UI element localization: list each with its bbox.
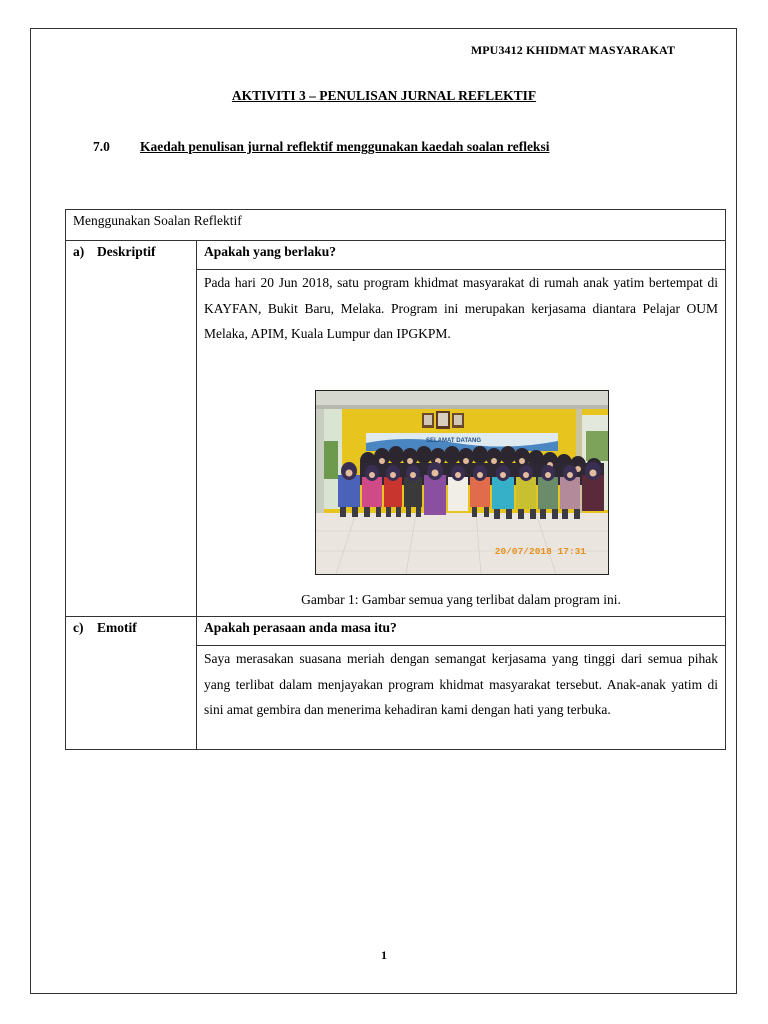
row-letter: a) <box>73 244 85 259</box>
photo-banner: SELAMAT DATANG <box>426 438 481 444</box>
row-label-text: Deskriptif <box>97 244 156 259</box>
row-label-deskriptif <box>66 241 197 617</box>
reflection-table <box>65 209 726 750</box>
answer-cell-emotif <box>197 646 726 750</box>
answer-emotif: Saya merasakan suasana meriah dengan semangat kerjasama yang tinggi dari semua pihak yang terlibat dalam menjayakan program khidmat masyarakat tersebut. Anak-anak yatim di sini amat gembira dan menerima kehadiran kami dengan hati yang terbuka. <box>204 651 718 717</box>
table-row <box>66 617 726 646</box>
section-heading <box>93 139 549 155</box>
section-number: 7.0 <box>93 139 110 154</box>
answer-cell-deskriptif <box>197 270 726 617</box>
row-label-text: Emotif <box>97 620 137 635</box>
photo-timestamp: 20/07/2018 17:31 <box>494 546 586 557</box>
row-letter: c) <box>73 620 84 635</box>
table-header: Menggunakan Soalan Reflektif <box>66 210 726 241</box>
question-emotif: Apakah perasaan anda masa itu? <box>197 617 726 646</box>
table-row <box>66 241 726 270</box>
course-code: MPU3412 KHIDMAT MASYARAKAT <box>470 43 675 57</box>
answer-deskriptif: Pada hari 20 Jun 2018, satu program khidmat masyarakat di rumah anak yatim bertempat di KAYFAN, Bukit Baru, Melaka. Program ini merupakan kerjasama diantara Pelajar OUM Melaka, APIM, Kuala Lumpur dan IPGKPM. <box>204 275 718 341</box>
figure-caption: Gambar 1: Gambar semua yang terlibat dalam program ini. <box>301 592 621 607</box>
group-photo-image <box>316 391 608 574</box>
group-photo <box>315 390 609 575</box>
section-title: Kaedah penulisan jurnal reflektif menggunakan kaedah soalan refleksi <box>140 139 550 154</box>
page-number: 1 <box>381 948 387 962</box>
activity-title: AKTIVITI 3 – PENULISAN JURNAL REFLEKTIF <box>231 88 537 103</box>
question-deskriptif: Apakah yang berlaku? <box>197 241 726 270</box>
row-label-emotif <box>66 617 197 750</box>
